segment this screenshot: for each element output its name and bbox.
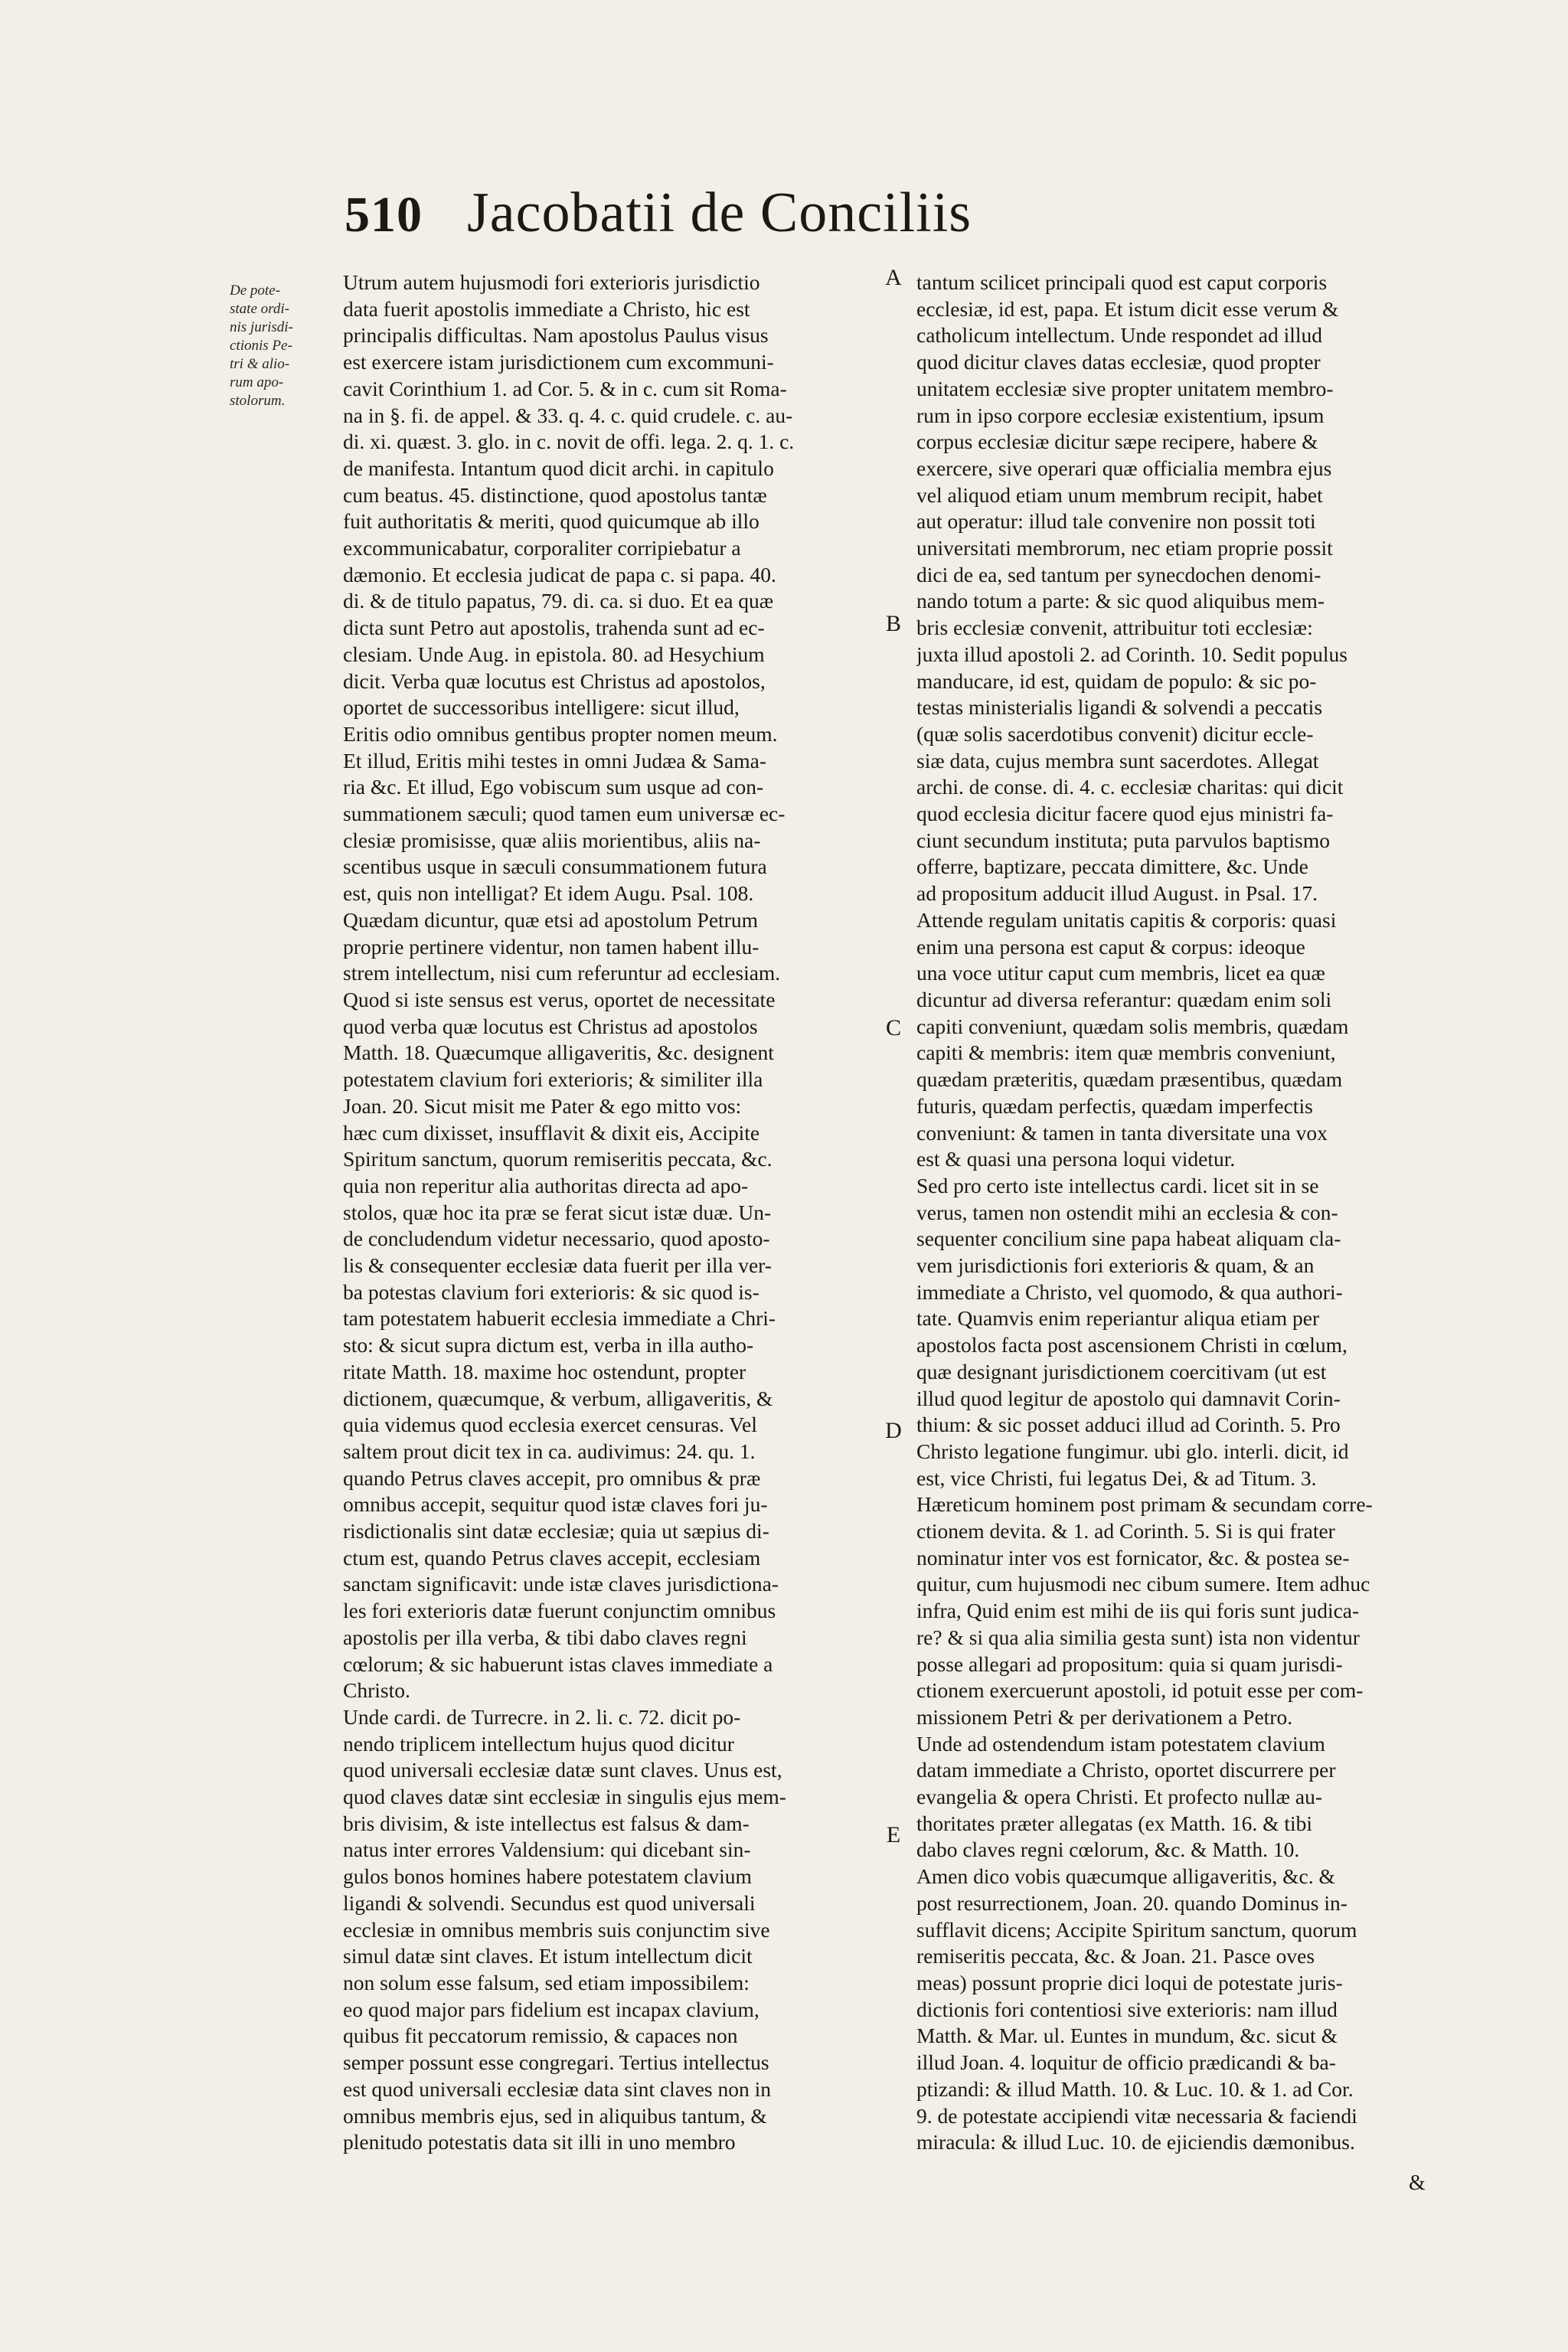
text-line: post resurrectionem, Joan. 20. quando Dominus in- <box>916 1890 1348 1915</box>
right-text-column <box>916 270 1452 2156</box>
text-line: evangelia & opera Christi. Et profecto nullæ au- <box>916 1785 1322 1809</box>
text-line: bris divisim, & iste intellectus est falsus & dam- <box>343 1811 750 1835</box>
text-line: sto: & sicut supra dictum est, verba in illa autho- <box>343 1333 754 1357</box>
text-line: quod ecclesia dicitur facere quod ejus ministri fa- <box>916 802 1334 826</box>
text-line: sanctam significavit: unde istæ claves jurisdictiona- <box>343 1572 779 1596</box>
text-line: est, quis non intelligat? Et idem Augu. Psal. 108. <box>343 881 754 906</box>
text-line: dictionem, quæcumque, & verbum, alligaveritis, & <box>343 1386 773 1410</box>
text-line: plenitudo potestatis data sit illi in uno membro <box>343 2130 736 2154</box>
running-title: Jacobatii de Conciliis <box>467 181 972 244</box>
text-line: exercere, sive operari quæ officialia membra ejus <box>916 456 1332 480</box>
text-line: natus inter errores Valdensium: qui dicebant sin- <box>343 1838 751 1862</box>
text-line: datam immediate a Christo, oportet discurrere per <box>916 1758 1336 1782</box>
marginal-note-line: ctionis Pe- <box>230 338 292 354</box>
text-line: est, vice Christi, fui legatus Dei, & ad Titum. 3. <box>916 1465 1317 1490</box>
text-line: ba potestas clavium fori exterioris: & sic quod is- <box>343 1279 760 1304</box>
text-line: dici de ea, sed tantum per synecdochen denomi- <box>916 562 1321 586</box>
text-line: illud quod legitur de apostolo qui damnavit Corin- <box>916 1386 1341 1410</box>
text-line: clesiam. Unde Aug. in epistola. 80. ad Hesychium <box>343 642 765 666</box>
text-line: quod verba quæ locutus est Christus ad apostolos <box>343 1014 758 1038</box>
text-line: manducare, id est, quidam de populo: & sic po- <box>916 668 1317 693</box>
text-line: strem intellectum, nisi cum referuntur ad ecclesiam. <box>343 961 781 985</box>
text-line: est exercere istam jurisdictionem cum excommuni- <box>343 350 774 374</box>
text-line: una voce utitur caput cum membris, licet ea quæ <box>916 961 1325 985</box>
page-header <box>345 181 1263 257</box>
text-line: Eritis odio omnibus gentibus propter nomen meum. <box>343 721 778 746</box>
text-line: Utrum autem hujusmodi fori exterioris jurisdictio <box>343 270 760 294</box>
text-line: na in §. fi. de appel. & 33. q. 4. c. quid crudele. c. au- <box>343 403 793 427</box>
text-line: ad propositum adducit illud August. in Psal. 17. <box>916 881 1318 906</box>
text-line: oportet de successoribus intelligere: sicut illud, <box>343 695 740 720</box>
text-line: quia videmus quod ecclesia exercet censuras. Vel <box>343 1413 757 1437</box>
text-line: sequenter concilium sine papa habeat aliquam cla- <box>916 1227 1341 1251</box>
marginal-note-line: state ordi- <box>230 301 289 317</box>
text-line: verus, tamen non ostendit mihi an ecclesia & con- <box>916 1200 1338 1224</box>
text-line: fuit authoritatis & meriti, quod quicumque ab illo <box>343 509 760 534</box>
text-line: quæ designant jurisdictionem coercitivam (ut est <box>916 1359 1327 1383</box>
text-line: tam potestatem habuerit ecclesia immediate a Chri- <box>343 1306 776 1331</box>
text-line: Matth. 18. Quæcumque alligaveritis, &c. designent <box>343 1040 774 1065</box>
text-line: principalis difficultas. Nam apostolus Paulus visus <box>343 323 769 348</box>
text-line: tate. Quamvis enim reperiantur aliqua etiam per <box>916 1306 1320 1331</box>
text-line: unitatem ecclesiæ sive propter unitatem membro- <box>916 376 1334 400</box>
text-line: Unde ad ostendendum istam potestatem clavium <box>916 1731 1325 1756</box>
text-line: proprie pertinere videntur, non tamen habent illu- <box>343 934 760 959</box>
text-line: ciunt secundum instituta; puta parvulos baptismo <box>916 828 1330 852</box>
text-line: non solum esse falsum, sed etiam impossibilem: <box>343 1971 750 1994</box>
catchword: & <box>1409 2171 1426 2195</box>
section-marker-a: A <box>885 265 902 290</box>
text-line: ria &c. Et illud, Ego vobiscum sum usque ad con- <box>343 775 764 799</box>
text-line: Quædam dicuntur, quæ etsi ad apostolum Petrum <box>343 907 758 932</box>
text-line: ctionem devita. & 1. ad Corinth. 5. Si is qui frater <box>916 1519 1335 1544</box>
text-line: Matth. & Mar. ul. Euntes in mundum, &c. sicut & <box>916 2024 1338 2048</box>
text-line: dabo claves regni cœlorum, &c. & Matth. 10. <box>916 1838 1300 1862</box>
text-line: infra, Quid enim est mihi de iis qui foris sunt judica- <box>916 1599 1360 1623</box>
section-marker-b: B <box>885 611 901 636</box>
text-line: risdictionalis sint datæ ecclesiæ; quia ut sæpius di- <box>343 1519 769 1544</box>
text-line: miracula: & illud Luc. 10. de ejiciendis dæmonibus. <box>916 2130 1355 2154</box>
text-line: siæ data, cujus membra sunt sacerdotes. Allegat <box>916 748 1319 773</box>
text-line: Attende regulam unitatis capitis & corporis: quasi <box>916 907 1337 932</box>
text-line: saltem prout dicit tex in ca. audivimus: 24. qu. 1. <box>343 1439 756 1463</box>
text-line: ptizandi: & illud Matth. 10. & Luc. 10. & 1. ad Cor. <box>916 2076 1354 2101</box>
text-line: nominatur inter vos est fornicator, &c. & postea se- <box>916 1545 1350 1570</box>
text-line: de manifesta. Intantum quod dicit archi. in capitulo <box>343 456 774 480</box>
text-line: corpus ecclesiæ dicitur sæpe recipere, habere & <box>916 430 1318 454</box>
text-line: nando totum a parte: & sic quod aliquibus mem- <box>916 589 1325 613</box>
text-line: Joan. 20. Sicut misit me Pater & ego mitto vos: <box>343 1093 742 1118</box>
text-line: archi. de conse. di. 4. c. ecclesiæ charitas: qui dicit <box>916 775 1344 799</box>
text-line: lis & consequenter ecclesiæ data fuerit per illa ver- <box>343 1253 772 1278</box>
text-line: ctum est, quando Petrus claves accepit, ecclesiam <box>343 1545 761 1570</box>
text-line: scentibus usque in sæculi consummationem futura <box>343 854 767 879</box>
text-line: Hæreticum hominem post primam & secundam corre- <box>916 1492 1373 1517</box>
left-text-column <box>343 270 879 2156</box>
text-line: quando Petrus claves accepit, pro omnibus & præ <box>343 1465 761 1490</box>
text-line: quædam præteritis, quædam præsentibus, quædam <box>916 1067 1343 1092</box>
text-line: conveniunt: & tamen in tanta diversitate una vox <box>916 1120 1328 1145</box>
text-line: ctionem exercuerunt apostoli, id potuit esse per com- <box>916 1678 1364 1703</box>
section-marker-d: D <box>885 1418 902 1443</box>
text-line: eo quod major pars fidelium est incapax clavium, <box>343 1997 760 2021</box>
text-line: dicuntur ad diversa referantur: quædam enim soli <box>916 987 1332 1011</box>
text-line: stolos, quæ hoc ita præ se ferat sicut istæ duæ. Un- <box>343 1200 772 1224</box>
text-line: di. xi. quæst. 3. glo. in c. novit de offi. lega. 2. q. 1. c. <box>343 430 795 454</box>
text-line: est & quasi una persona loqui videtur. <box>916 1147 1236 1171</box>
text-line: vel aliquod etiam unum membrum recipit, habet <box>916 482 1323 507</box>
marginal-note-line: stolorum. <box>230 393 286 409</box>
marginal-note-line: rum apo- <box>230 374 284 390</box>
section-marker-e: E <box>886 1822 901 1847</box>
text-line: clesiæ promisisse, quæ aliis morientibus, aliis na- <box>343 828 761 852</box>
text-line: testas ministerialis ligandi & solvendi a peccatis <box>916 695 1323 720</box>
marginal-note-line: nis jurisdi- <box>230 319 293 335</box>
text-line: capiti conveniunt, quædam solis membris, quædam <box>916 1014 1349 1038</box>
text-line: thoritates præter allegatas (ex Matth. 16. & tibi <box>916 1811 1313 1835</box>
text-line: universitati membrorum, nec etiam proprie possit <box>916 536 1333 560</box>
text-line: Christo. <box>343 1678 410 1703</box>
text-line: dicta sunt Petro aut apostolis, trahenda sunt ad ec- <box>343 616 765 640</box>
text-line: est quod universali ecclesiæ data sint claves non in <box>343 2076 772 2101</box>
text-line: rum in ipso corpore ecclesiæ existentium, ipsum <box>916 403 1325 427</box>
text-line: ritate Matth. 18. maxime hoc ostendunt, propter <box>343 1359 746 1383</box>
text-line: quod universali ecclesiæ datæ sunt claves. Unus est, <box>343 1758 782 1782</box>
text-line: hæc cum dixisset, insufflavit & dixit eis, Accipite <box>343 1120 760 1145</box>
text-line: (quæ solis sacerdotibus convenit) dicitur eccle- <box>916 721 1314 746</box>
text-line: ligandi & solvendi. Secundus est quod universali <box>343 1890 756 1915</box>
text-line: apostolos facta post ascensionem Christi in cœlum, <box>916 1333 1348 1357</box>
text-line: cœlorum; & sic habuerunt istas claves immediate a <box>343 1651 773 1676</box>
text-line: quia non reperitur alia authoritas directa ad apo- <box>343 1173 749 1197</box>
text-line: Christo legatione fungimur. ubi glo. interli. dicit, id <box>916 1439 1349 1463</box>
text-line: illud Joan. 4. loquitur de officio prædicandi & ba- <box>916 2050 1336 2075</box>
text-line: dictionis fori contentiosi sive exterioris: nam illud <box>916 1997 1338 2021</box>
text-line: 9. de potestate accipiendi vitæ necessaria & faciendi <box>916 2103 1357 2128</box>
text-line: vem jurisdictionis fori exterioris & quam, & an <box>916 1253 1315 1278</box>
text-line: capiti & membris: item quæ membris conveniunt, <box>916 1040 1336 1065</box>
text-line: cum beatus. 45. distinctione, quod apostolus tantæ <box>343 482 767 507</box>
text-line: ecclesiæ in omnibus membris suis conjunctim sive <box>343 1917 770 1942</box>
text-line: quod dicitur claves datas ecclesiæ, quod propter <box>916 350 1321 374</box>
text-line: cavit Corinthium 1. ad Cor. 5. & in c. cum sit Roma- <box>343 376 787 400</box>
text-line: ecclesiæ, id est, papa. Et istum dicit esse verum & <box>916 296 1339 321</box>
page-number: 510 <box>345 187 423 243</box>
marginal-note <box>230 282 329 410</box>
text-line: enim una persona est caput & corpus: ideoque <box>916 934 1305 959</box>
text-line: semper possunt esse congregari. Tertius intellectus <box>343 2050 769 2075</box>
text-line: aut operatur: illud tale convenire non possit toti <box>916 509 1316 534</box>
text-line: de concludendum videtur necessario, quod aposto- <box>343 1227 770 1251</box>
text-line: catholicum intellectum. Unde respondet ad illud <box>916 323 1322 348</box>
text-line: meas) possunt proprie dici loqui de potestate juris- <box>916 1971 1343 1994</box>
text-line: bris ecclesiæ convenit, attribuitur toti ecclesiæ: <box>916 616 1313 640</box>
text-line: sufflavit dicens; Accipite Spiritum sanctum, quorum <box>916 1917 1357 1942</box>
text-line: juxta illud apostoli 2. ad Corinth. 10. Sedit populus <box>916 642 1348 666</box>
text-line: Quod si iste sensus est verus, oportet de necessitate <box>343 987 776 1011</box>
text-line: tantum scilicet principali quod est caput corporis <box>916 270 1328 294</box>
text-line: apostolis per illa verba, & tibi dabo claves regni <box>343 1625 747 1649</box>
text-line: remiseritis peccata, &c. & Joan. 21. Pasce oves <box>916 1944 1315 1968</box>
text-line: omnibus accepit, sequitur quod istæ claves fori ju- <box>343 1492 768 1517</box>
text-line: summationem sæculi; quod tamen eum universæ ec- <box>343 802 786 826</box>
text-line: quod claves datæ sint ecclesiæ in singulis ejus mem- <box>343 1785 786 1809</box>
text-line: nendo triplicem intellectum hujus quod dicitur <box>343 1731 734 1756</box>
text-line: futuris, quædam perfectis, quædam imperfectis <box>916 1093 1313 1118</box>
text-line: Et illud, Eritis mihi testes in omni Judæa & Sama- <box>343 748 767 773</box>
text-line: excommunicabatur, corporaliter corripiebatur a <box>343 536 741 560</box>
text-line: Unde cardi. de Turrecre. in 2. li. c. 72. dicit po- <box>343 1704 741 1729</box>
text-line: Amen dico vobis quæcumque alligaveritis, &c. & <box>916 1864 1335 1889</box>
marginal-note-line: tri & alio- <box>230 356 290 372</box>
text-line: potestatem clavium fori exterioris; & similiter illa <box>343 1067 763 1092</box>
text-line: re? & si qua alia similia gesta sunt) ista non videntur <box>916 1625 1360 1649</box>
text-line: missionem Petri & per derivationem a Petro. <box>916 1704 1293 1729</box>
text-line: simul datæ sint claves. Et istum intellectum dicit <box>343 1944 753 1968</box>
text-line: les fori exterioris datæ fuerunt conjunctim omnibus <box>343 1599 776 1623</box>
text-line: dicit. Verba quæ locutus est Christus ad apostolos, <box>343 668 766 693</box>
text-line: offerre, baptizare, peccata dimittere, &c. Unde <box>916 854 1308 879</box>
text-line: dæmonio. Et ecclesia judicat de papa c. si papa. 40. <box>343 562 776 586</box>
marginal-note-line: De pote- <box>230 283 280 299</box>
text-line: immediate a Christo, vel quomodo, & qua authori- <box>916 1279 1343 1304</box>
text-line: data fuerit apostolis immediate a Christo, hic est <box>343 296 750 321</box>
text-line: quitur, cum hujusmodi nec cibum sumere. Item adhuc <box>916 1572 1370 1596</box>
text-line: Spiritum sanctum, quorum remiseritis peccata, &c. <box>343 1147 773 1171</box>
text-line: Sed pro certo iste intellectus cardi. licet sit in se <box>916 1173 1319 1197</box>
text-line: quibus fit peccatorum remissio, & capaces non <box>343 2024 738 2048</box>
text-line: posse allegari ad propositum: quia si quam jurisdi- <box>916 1651 1343 1676</box>
section-marker-c: C <box>885 1015 901 1040</box>
text-line: gulos bonos homines habere potestatem clavium <box>343 1864 752 1889</box>
text-line: omnibus membris ejus, sed in aliquibus tantum, & <box>343 2103 767 2128</box>
text-line: thium: & sic posset adduci illud ad Corinth. 5. Pro <box>916 1413 1341 1437</box>
text-line: di. & de titulo papatus, 79. di. ca. si duo. Et ea quæ <box>343 589 774 613</box>
